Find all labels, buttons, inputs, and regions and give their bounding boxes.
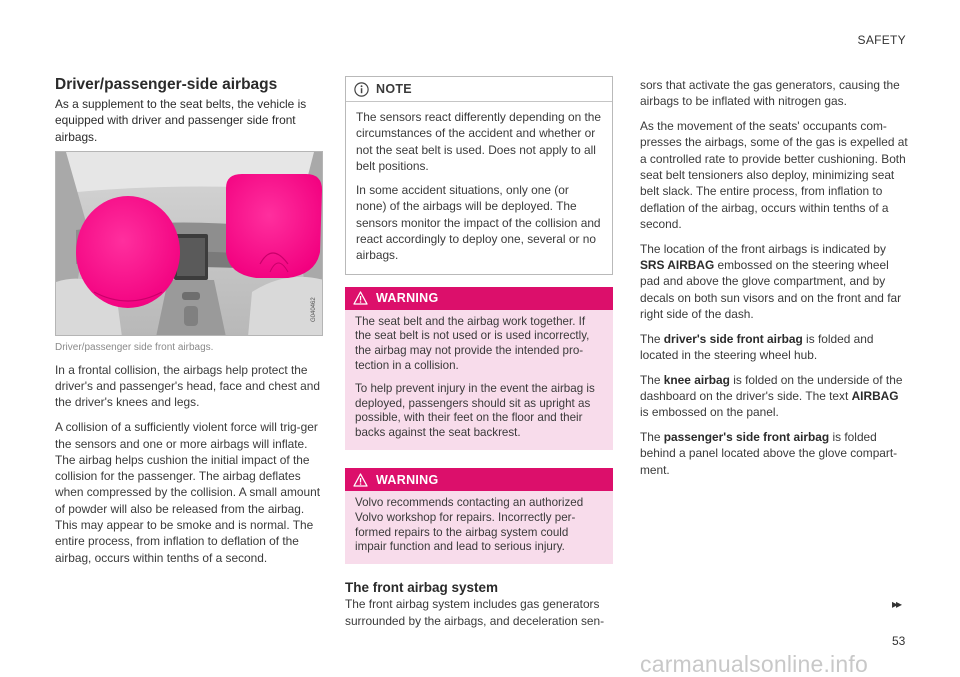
paragraph-gas-expelled: As the movement of the seats' occupants com-presses the airbags, some of the gas is expelled at a controlled rate to provide better cushioning. Both seat belt tensioners also deploy, minimizing seat belt slack. The entire process, from inflation to deflation of the airbag, occurs within tenths of a second. (640, 119, 908, 231)
airbag-illustration (55, 151, 323, 336)
column-right (640, 77, 908, 487)
warning-1-paragraph-1: The seat belt and the airbag work together. If the seat belt is not used or is used incorrectly, the airbag may not provide the intended pro-tection in a collision. (355, 314, 590, 373)
warning-triangle-icon (353, 473, 368, 487)
intro-paragraph: As a supplement to the seat belts, the vehicle is equipped with driver and passenger side front airbags. (55, 97, 307, 144)
warning-box-2 (345, 468, 613, 564)
warning-box-1 (345, 287, 613, 450)
warning-1-paragraph-2: To help prevent injury in the event the airbag is deployed, passengers should sit as upright as possible, with their feet on the floor and their backs against the seat backrest. (355, 381, 595, 440)
warning-triangle-icon (353, 291, 368, 305)
paragraph-collision-force: A collision of a sufficiently violent force will trig-ger the sensors and one or more airbags will inflate. The airbag helps cushion the initial impact of the collision for the passenger. The airbag deflates when compressed by the collision. A small amount of powder will also be released from the airbag. This may appear to be smoke and is normal. The entire process, from inflation to deflation of the airbag, occurs within tenths of a second. (55, 420, 321, 565)
next-page-arrows-icon: ▸▸ (892, 597, 901, 611)
info-icon (354, 82, 369, 97)
image-code: G040462 (311, 297, 317, 322)
warning-body-1 (345, 310, 613, 450)
watermark: carmanualsonline.info (640, 651, 868, 677)
warning-header-2 (345, 468, 613, 491)
warning-label-2: WARNING (376, 472, 439, 487)
paragraph-sensors-activate: sors that activate the gas generators, causing the airbags to be inflated with nitrogen gas. (640, 78, 900, 109)
warning-2-paragraph-1: Volvo recommends contacting an authorized Volvo workshop for repairs. Incorrectly per-formed repairs to the airbag system could impair function and lead to serious injury. (355, 496, 584, 554)
warning-label-1: WARNING (376, 291, 439, 306)
warning-header-1 (345, 287, 613, 310)
page-number: 53 (892, 634, 906, 648)
note-paragraph-2: In some accident situations, only one (or none) of the airbags will be deployed. The sensors monitor the impact of the collision and react accordingly to deploy one, several or no airbags. (356, 183, 601, 263)
subsection-title: The front airbag system (345, 580, 499, 596)
note-box (345, 76, 613, 275)
passenger-airbag-shape (226, 174, 322, 278)
paragraph-frontal-collision: In a frontal collision, the airbags help protect the driver's and passenger's head, face and chest and the driver's knees and legs. (55, 362, 320, 410)
paragraph-knee-airbag: The knee airbag is folded on the underside of the dashboard on the driver's side. The text AIRBAG is embossed on the panel. (640, 372, 903, 420)
section-title: Driver/passenger-side airbags (55, 76, 278, 93)
note-header (346, 77, 612, 102)
figure-caption: Driver/passenger side front airbags. (55, 341, 214, 353)
column-middle (345, 76, 613, 629)
paragraph-driver-airbag: The driver's side front airbag is folded and located in the steering wheel hub. (640, 331, 874, 362)
section-header: SAFETY (857, 33, 906, 47)
paragraph-front-airbag-system: The front airbag system includes gas generators surrounded by the airbags, and deceleration sen- (345, 597, 605, 628)
column-left (55, 76, 323, 574)
warning-body-2 (345, 491, 613, 564)
paragraph-airbag-location: The location of the front airbags is indicated by SRS AIRBAG embossed on the steering wheel pad and above the glove compartment, and by decals on both sun visors and on the front and far right side of the dash. (640, 241, 902, 321)
paragraph-passenger-airbag: The passenger's side front airbag is folded behind a panel located above the glove compart-ment. (640, 430, 898, 477)
note-paragraph-1: The sensors react differently depending on the circumstances of the accident and whether or not the seat belt is used. Does not apply to all belt positions. (356, 110, 602, 173)
driver-airbag-shape (76, 196, 180, 308)
airbag-illustration-svg (56, 152, 323, 336)
note-label: NOTE (376, 82, 412, 96)
note-body (346, 102, 612, 264)
